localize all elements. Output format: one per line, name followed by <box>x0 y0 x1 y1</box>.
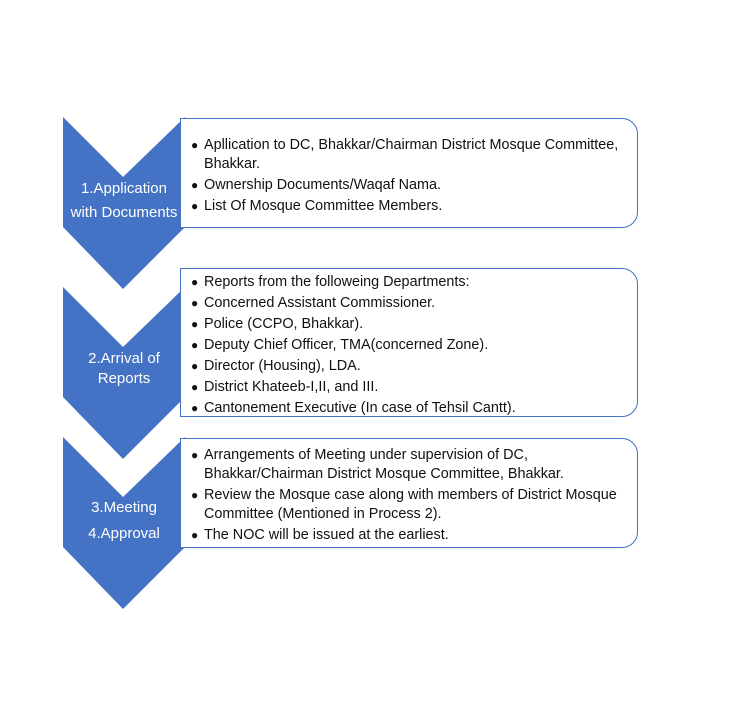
bullet-text: The NOC will be issued at the earliest. <box>204 527 449 543</box>
bullet-icon: ● <box>191 488 199 502</box>
bullet-text: Concerned Assistant Commissioner. <box>204 295 436 311</box>
step-3-details-box <box>180 438 638 548</box>
bullet-text: Deputy Chief Officer, TMA(concerned Zone). <box>204 337 489 353</box>
bullet-text: Police (CCPO, Bhakkar). <box>204 316 364 332</box>
bullet-icon: ● <box>191 338 199 352</box>
step-1-label <box>62 177 186 225</box>
bullet-icon: ● <box>191 359 199 373</box>
bullet-text: Reports from the followeing Departments: <box>204 274 470 290</box>
bullet-icon: ● <box>191 380 199 394</box>
bullet-text: List Of Mosque Committee Members. <box>204 198 443 214</box>
step-1-bullet-list <box>181 136 637 216</box>
bullet-text: Ownership Documents/Waqaf Nama. <box>204 177 442 193</box>
bullet-icon: ● <box>191 199 199 213</box>
bullet-icon: ● <box>191 296 199 310</box>
bullet-text: Apllication to DC, Bhakkar/Chairman District Mosque Committee, Bhakkar. <box>204 137 619 172</box>
step-2-bullet-list <box>181 273 637 418</box>
bullet-icon: ● <box>191 528 199 542</box>
bullet-icon: ● <box>191 138 199 152</box>
step-1-details-box <box>180 118 638 228</box>
bullet-text: Review the Mosque case along with members of District Mosque Committee (Mentioned in Process 2). <box>204 487 617 522</box>
bullet-text: District Khateeb-I,II, and III. <box>204 379 379 395</box>
step-3-bullet-list <box>181 446 637 545</box>
bullet-item <box>181 273 637 292</box>
step-2-label-line-2: Reports <box>97 370 151 387</box>
step-2-label <box>62 347 186 391</box>
bullet-item <box>181 336 637 355</box>
bullet-item <box>181 176 637 195</box>
bullet-item <box>181 136 637 174</box>
bullet-item <box>181 294 637 313</box>
bullet-item <box>181 486 637 524</box>
step-3-label <box>62 496 186 546</box>
bullet-icon: ● <box>191 317 199 331</box>
bullet-item <box>181 526 637 545</box>
step-2-label-line-1: 2.Arrival of <box>88 350 160 367</box>
bullet-item <box>181 399 637 418</box>
bullet-icon: ● <box>191 275 199 289</box>
bullet-item <box>181 446 637 484</box>
bullet-icon: ● <box>191 448 199 462</box>
bullet-item <box>181 197 637 216</box>
bullet-item <box>181 378 637 397</box>
bullet-icon: ● <box>191 401 199 415</box>
bullet-text: Arrangements of Meeting under supervision of DC, Bhakkar/Chairman District Mosque Committee, Bhakkar. <box>204 447 564 482</box>
step-1-label-line-1: 1.Application <box>81 180 167 197</box>
bullet-item <box>181 315 637 334</box>
bullet-text: Director (Housing), LDA. <box>204 358 361 374</box>
bullet-icon: ● <box>191 178 199 192</box>
step-2-details-box <box>180 268 638 417</box>
step-3-label-line-2: 4.Approval <box>88 525 160 542</box>
bullet-item <box>181 357 637 376</box>
step-1-label-line-2: with Documents <box>70 204 178 221</box>
step-3-label-line-1: 3.Meeting <box>91 499 157 516</box>
bullet-text: Cantonement Executive (In case of Tehsil Cantt). <box>204 400 516 416</box>
